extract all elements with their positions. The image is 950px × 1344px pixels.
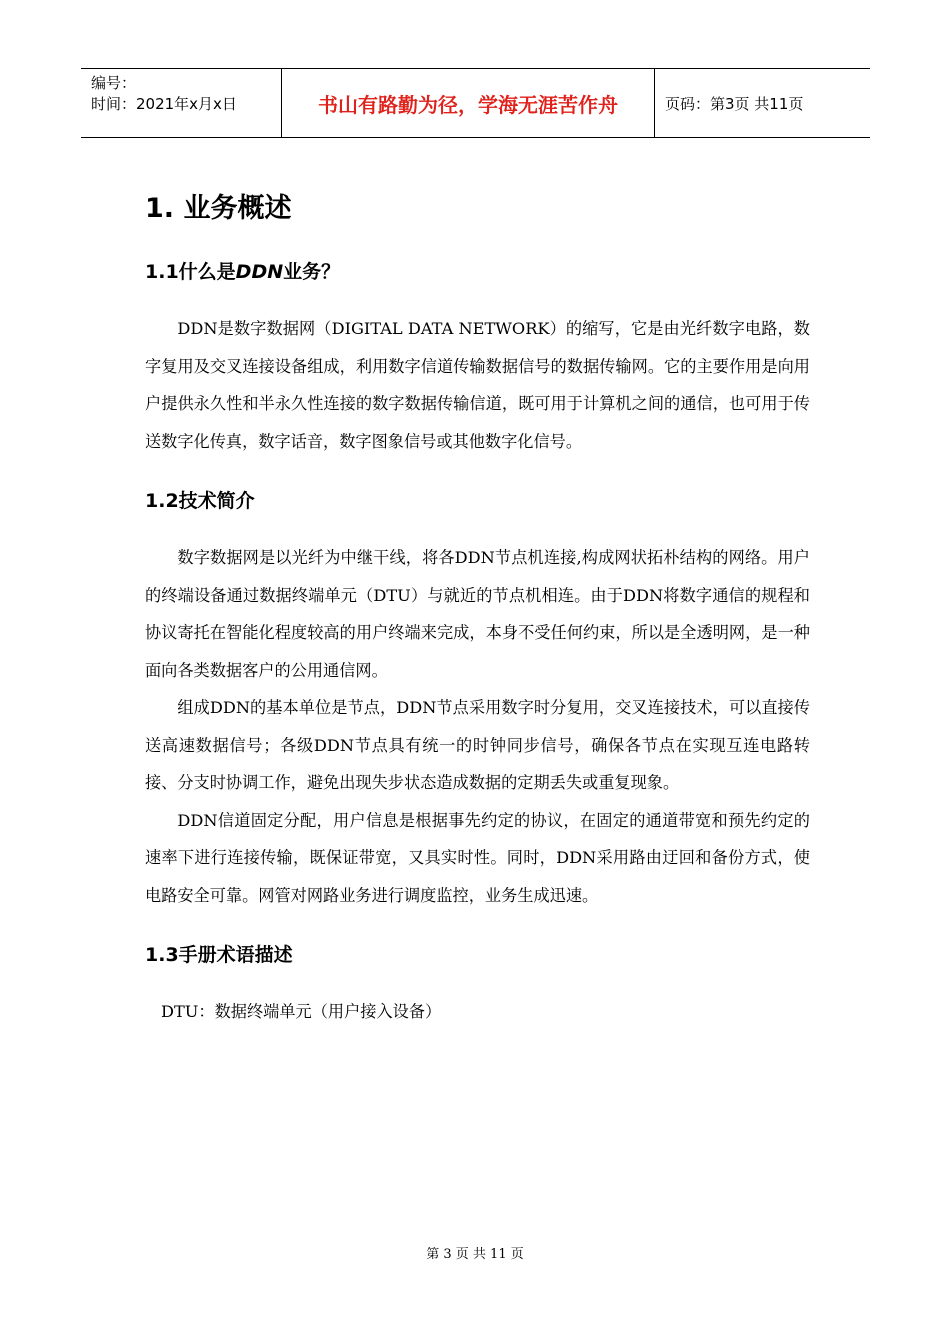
header-date: 时间：2021年x月x日 xyxy=(91,95,237,113)
section-1-3-title: 1.3手册术语描述 xyxy=(145,944,293,966)
section-1-2-paragraph-1: 数字数据网是以光纤为中继干线，将各DDN节点机连接,构成网状拓朴结构的网络。用户的终端设备通过数据终端单元（DTU）与就近的节点机相连。由于DDN将数字通信的规程和协议寄托在智能化程度较高的用户终端来完成，本身不受任何约束，所以是全透明网，是一种面向各类数据客户的公用通信网。 xyxy=(145,548,810,680)
header-motto: 书山有路勤为径，学海无涯苦作舟 xyxy=(282,69,655,137)
section-1-2-paragraph-2: 组成DDN的基本单位是节点，DDN节点采用数字时分复用，交叉连接技术，可以直接传送高速数据信号；各级DDN节点具有统一的时钟同步信号，确保各节点在实现互连电路转接、分支时协调工作，避免出现失步状态造成数据的定期丢失或重复现象。 xyxy=(145,698,810,792)
section-1-1-title-prefix: 1.1什么是 xyxy=(145,261,236,283)
section-1-2-paragraph-3: DDN信道固定分配，用户信息是根据事先约定的协议，在固定的通道带宽和预先约定的速率下进行连接传输，既保证带宽，又具实时性。同时，DDN采用路由迂回和备份方式，使电路安全可靠。网管对网路业务进行调度监控，业务生成迅速。 xyxy=(145,810,810,905)
page-header xyxy=(81,68,870,138)
term-definition: DTU：数据终端单元（用户接入设备） xyxy=(161,1002,442,1021)
header-page-info: 页码：第3页 共11页 xyxy=(665,94,804,113)
section-1-1-title-em: DDN xyxy=(235,261,284,283)
section-1-1-title-suffix: 业务？ xyxy=(283,261,341,283)
section-1-2-title: 1.2技术简介 xyxy=(145,490,255,512)
section-1-1-title xyxy=(145,257,810,284)
chapter-title: 1. 业务概述 xyxy=(145,193,292,224)
section-1-1-paragraph: DDN是数字数据网（DIGITAL DATA NETWORK）的缩写，它是由光纤数字电路，数字复用及交叉连接设备组成，利用数字信道传输数据信号的数据传输网。它的主要作用是向用户提供永久性和半永久性连接的数字数据传输信道，既可用于计算机之间的通信，也可用于传送数字化传真，数字话音，数字图象信号或其他数字化信号。 xyxy=(145,319,810,451)
page-footer: 第 3 页 共 11 页 xyxy=(426,1247,524,1262)
document-body xyxy=(145,186,810,1031)
header-meta xyxy=(81,69,282,137)
header-number: 编号： xyxy=(91,74,137,92)
